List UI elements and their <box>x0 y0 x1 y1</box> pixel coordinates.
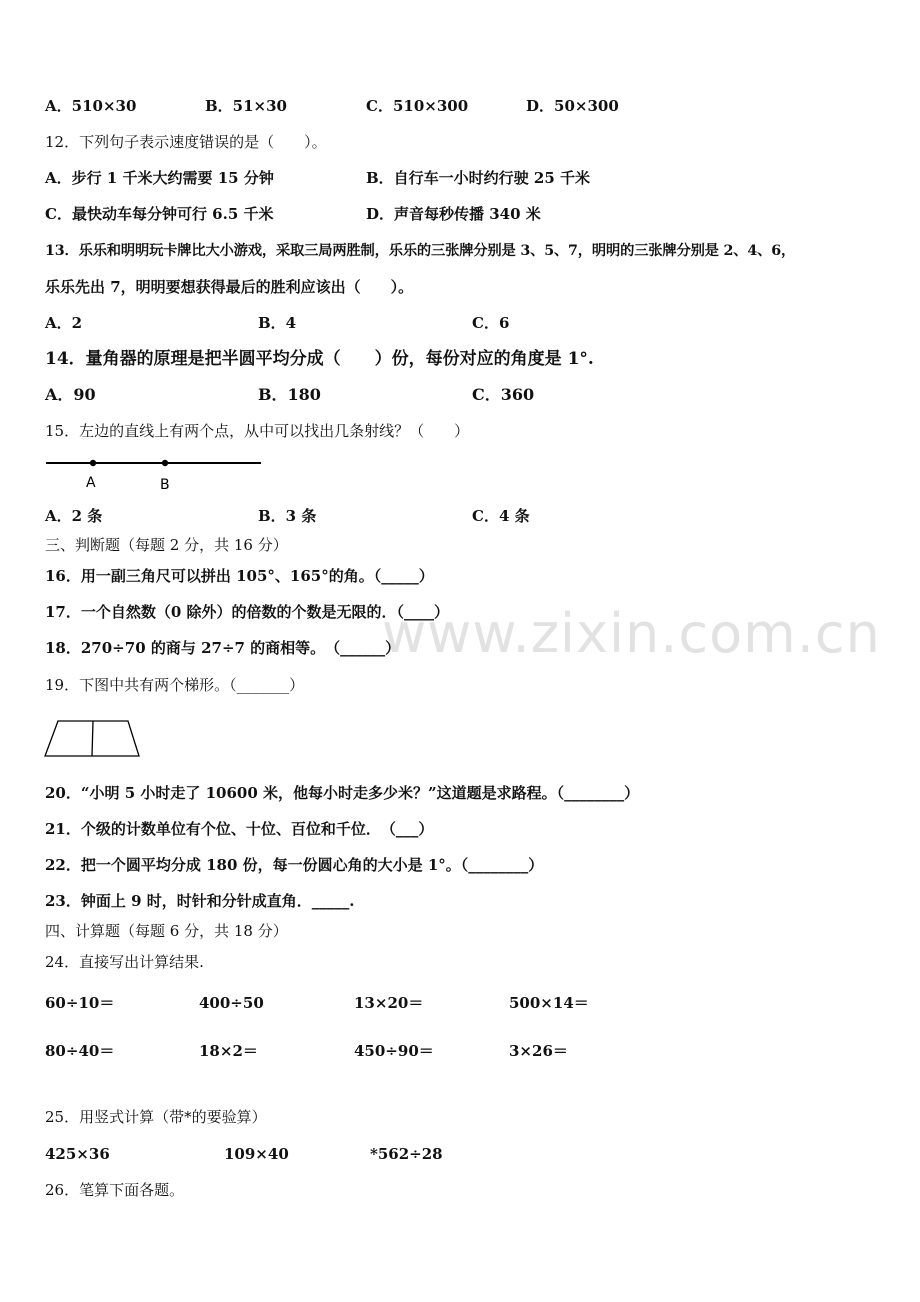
trapezoid-divider <box>92 721 93 756</box>
q23: 23．钟面上 9 时，时针和分针成直角．_____. <box>45 892 355 910</box>
q13-option-b: B．4 <box>258 314 297 332</box>
calc-item: 18×2＝ <box>199 1042 258 1060</box>
q15-option-b: B．3 条 <box>258 507 317 525</box>
q18: 18．270÷70 的商与 27÷7 的商相等。 （______） <box>45 639 401 657</box>
point-a-dot <box>90 460 96 466</box>
section-3-heading: 三、判断题（每题 2 分，共 16 分） <box>45 536 288 554</box>
watermark: www.zixin.com.cn <box>382 602 881 665</box>
q11-option-c: C．510×300 <box>366 97 469 115</box>
calc-item: 13×20＝ <box>354 994 424 1012</box>
q14-stem: 14．量角器的原理是把半圆平均分成（ ）份，每份对应的角度是 1°. <box>45 349 594 369</box>
q15-option-a: A．2 条 <box>45 507 103 525</box>
calc-item: 500×14＝ <box>509 994 589 1012</box>
point-b-dot <box>162 460 168 466</box>
calc-item: 3×26＝ <box>509 1042 568 1060</box>
vertical-calc-item: 425×36 <box>45 1145 110 1163</box>
q14-option-a: A．90 <box>45 385 96 404</box>
q11-option-a: A．510×30 <box>45 97 137 115</box>
point-b-label: B <box>160 477 170 492</box>
calc-item: 60÷10＝ <box>45 994 115 1012</box>
q24-stem: 24．直接写出计算结果. <box>45 953 204 971</box>
vertical-calc-item: *562÷28 <box>370 1145 443 1163</box>
q12-stem: 12．下列句子表示速度错误的是（ ）。 <box>45 133 327 151</box>
q20: 20．“小明 5 小时走了 10600 米，他每小时走多少米？”这道题是求路程。（________） <box>45 784 640 802</box>
q15-stem: 15．左边的直线上有两个点，从中可以找出几条射线？（ ） <box>45 422 470 440</box>
q12-option-b: B．自行车一小时约行驶 25 千米 <box>366 169 590 187</box>
vertical-calc-item: 109×40 <box>224 1145 289 1163</box>
q17: 17．一个自然数（0 除外）的倍数的个数是无限的．（____） <box>45 603 450 621</box>
trapezoid-figure <box>42 718 144 760</box>
q12-option-c: C．最快动车每分钟可行 6.5 千米 <box>45 205 274 223</box>
q11-option-b: B．51×30 <box>205 97 287 115</box>
q13-stem-line1: 13．乐乐和明明玩卡牌比大小游戏，采取三局两胜制，乐乐的三张牌分别是 3、5、7，明明的三张牌分别是 2、4、6， <box>45 243 796 259</box>
line-with-points-figure <box>40 452 270 492</box>
q21: 21．个级的计数单位有个位、十位、百位和千位． （___） <box>45 820 434 838</box>
q16: 16．用一副三角尺可以拼出 105°、165°的角。（_____） <box>45 567 434 585</box>
calc-item: 80÷40＝ <box>45 1042 115 1060</box>
section-4-heading: 四、计算题（每题 6 分，共 18 分） <box>45 922 288 940</box>
q25-stem: 25．用竖式计算（带*的要验算） <box>45 1108 267 1126</box>
q12-option-d: D．声音每秒传播 340 米 <box>366 205 541 223</box>
point-a-label: A <box>86 475 96 491</box>
calc-item: 400÷50 <box>199 994 264 1012</box>
q19: 19．下图中共有两个梯形。（_______） <box>45 676 305 694</box>
q15-option-c: C．4 条 <box>472 507 530 525</box>
q13-option-c: C．6 <box>472 314 510 332</box>
q11-option-d: D．50×300 <box>526 97 619 115</box>
q13-stem-line2: 乐乐先出 7，明明要想获得最后的胜利应该出（ ）。 <box>45 278 414 296</box>
q13-option-a: A．2 <box>45 314 83 332</box>
q22: 22．把一个圆平均分成 180 份，每一份圆心角的大小是 1°。（________） <box>45 856 544 874</box>
q12-option-a: A．步行 1 千米大约需要 15 分钟 <box>45 169 274 187</box>
q14-option-c: C．360 <box>472 385 535 404</box>
q14-option-b: B．180 <box>258 385 321 404</box>
q26: 26．笔算下面各题。 <box>45 1181 185 1199</box>
calc-item: 450÷90＝ <box>354 1042 434 1060</box>
